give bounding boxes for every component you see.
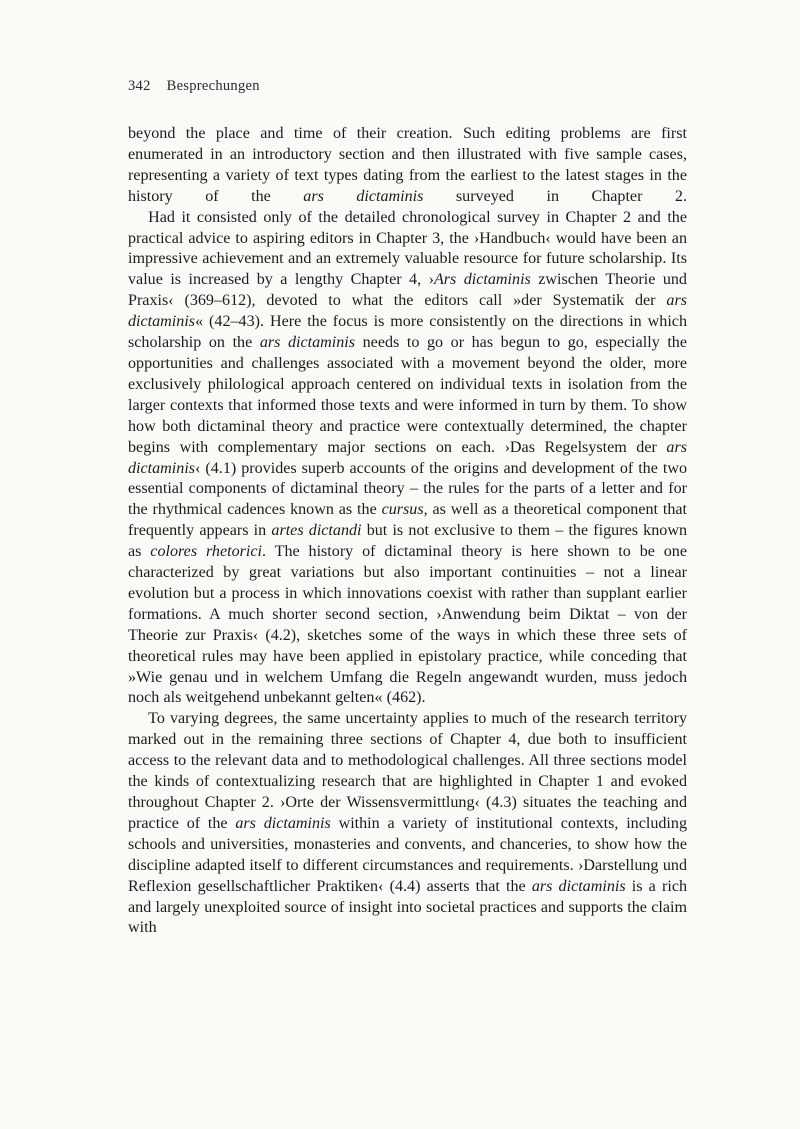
text-run: ‹ (4.1) provides superb accounts of the origins and development of the two essential components of dictaminal theory – the rules for the parts of a letter and for the rhythmical cadences known as the (128, 459, 687, 519)
text-run: . The history of dictaminal theory is here shown to be one characterized by great variations but also important continuities – not a linear evolution but a process in which innovations coexist with rather than supplant earlier formations. A much shorter second section, ›Anwendung beim Diktat – von der Theorie zur Praxis‹ (4.2), sketches some of the ways in which these three sets of theoretical rules may have been applied in epistolary practice, while conceding that »Wie genau und in welchem Umfang die Regeln angewandt wurden, muss jedoch noch als weitgehend unbekannt gelten« (462). (128, 543, 688, 707)
text-run: within a variety of institutional contexts, including schools and universities, monasteries and convents, and chanceries, to show how the discipline adapted itself to different circumstances and requirements. ›Darstellung und Reflexion gesellschaftlicher Praktiken‹ (4.4) asserts that the (128, 814, 688, 895)
paragraph (128, 124, 687, 208)
italic-run: Ars dictaminis (433, 271, 531, 289)
running-head-title: Besprechungen (166, 78, 260, 94)
body-text-block (128, 124, 687, 939)
italic-run: cursus (381, 501, 424, 519)
text-run: beyond the place and time of their creation. Such editing problems are first enumerated in an introductory section and then illustrated with five sample cases, representing a variety of text types dating from the earliest to the latest stages in the history of the (128, 125, 687, 205)
italic-run: ars dictaminis (531, 877, 626, 895)
paragraph (128, 208, 687, 710)
running-head (128, 78, 260, 95)
italic-run: ars dictaminis (259, 334, 356, 352)
italic-run: ars dictaminis (303, 187, 424, 205)
italic-run: ars dictaminis (128, 292, 687, 331)
text-run: Had it consisted only of the detailed chronological survey in Chapter 2 and the practical advice to aspiring editors in Chapter 3, the ›Handbuch‹ would have been an impressive achievement and an extremely valuable resource for future scholarship. Its value is increased by a lengthy Chapter 4, › (128, 208, 687, 289)
text-run: needs to go or has begun to go, especially the opportunities and challenges associated with a movement beyond the older, more exclusively philological approach centered on individual texts in isolation from the larger contexts that informed those texts and were informed in turn by them. To show how both dictaminal theory and practice were contextually determined, the chapter begins with complementary major sections on each. ›Das Regelsystem der (128, 334, 687, 456)
italic-run: colores rhetorici (150, 543, 262, 561)
italic-run: artes dictandi (271, 522, 362, 540)
text-run: but is not exclusive to them – the figures known as (128, 522, 687, 561)
italic-run: ars dictaminis (128, 438, 687, 477)
text-run: « (42–43). Here the focus is more consistently on the directions in which scholarship on the (128, 313, 687, 352)
paragraph (128, 709, 687, 939)
text-run: zwischen Theorie und Praxis‹ (369–612), devoted to what the editors call »der Systematik der (128, 271, 687, 310)
text-run: , as well as a theoretical component that frequently appears in (128, 501, 687, 540)
italic-run: ars dictaminis (235, 814, 331, 832)
text-run: To varying degrees, the same uncertainty applies to much of the research territory marked out in the remaining three sections of Chapter 4, due both to insufficient access to the relevant data and to methodological challenges. All three sections model the kinds of contextualizing research that are highlighted in Chapter 1 and evoked throughout Chapter 2. ›Orte der Wissensvermittlung‹ (4.3) situates the teaching and practice of the (128, 710, 687, 832)
page-number: 342 (128, 78, 151, 94)
text-run: is a rich and largely unexploited source of insight into societal practices and supports the claim with (128, 877, 688, 937)
text-run: surveyed in Chapter 2. (423, 187, 688, 205)
